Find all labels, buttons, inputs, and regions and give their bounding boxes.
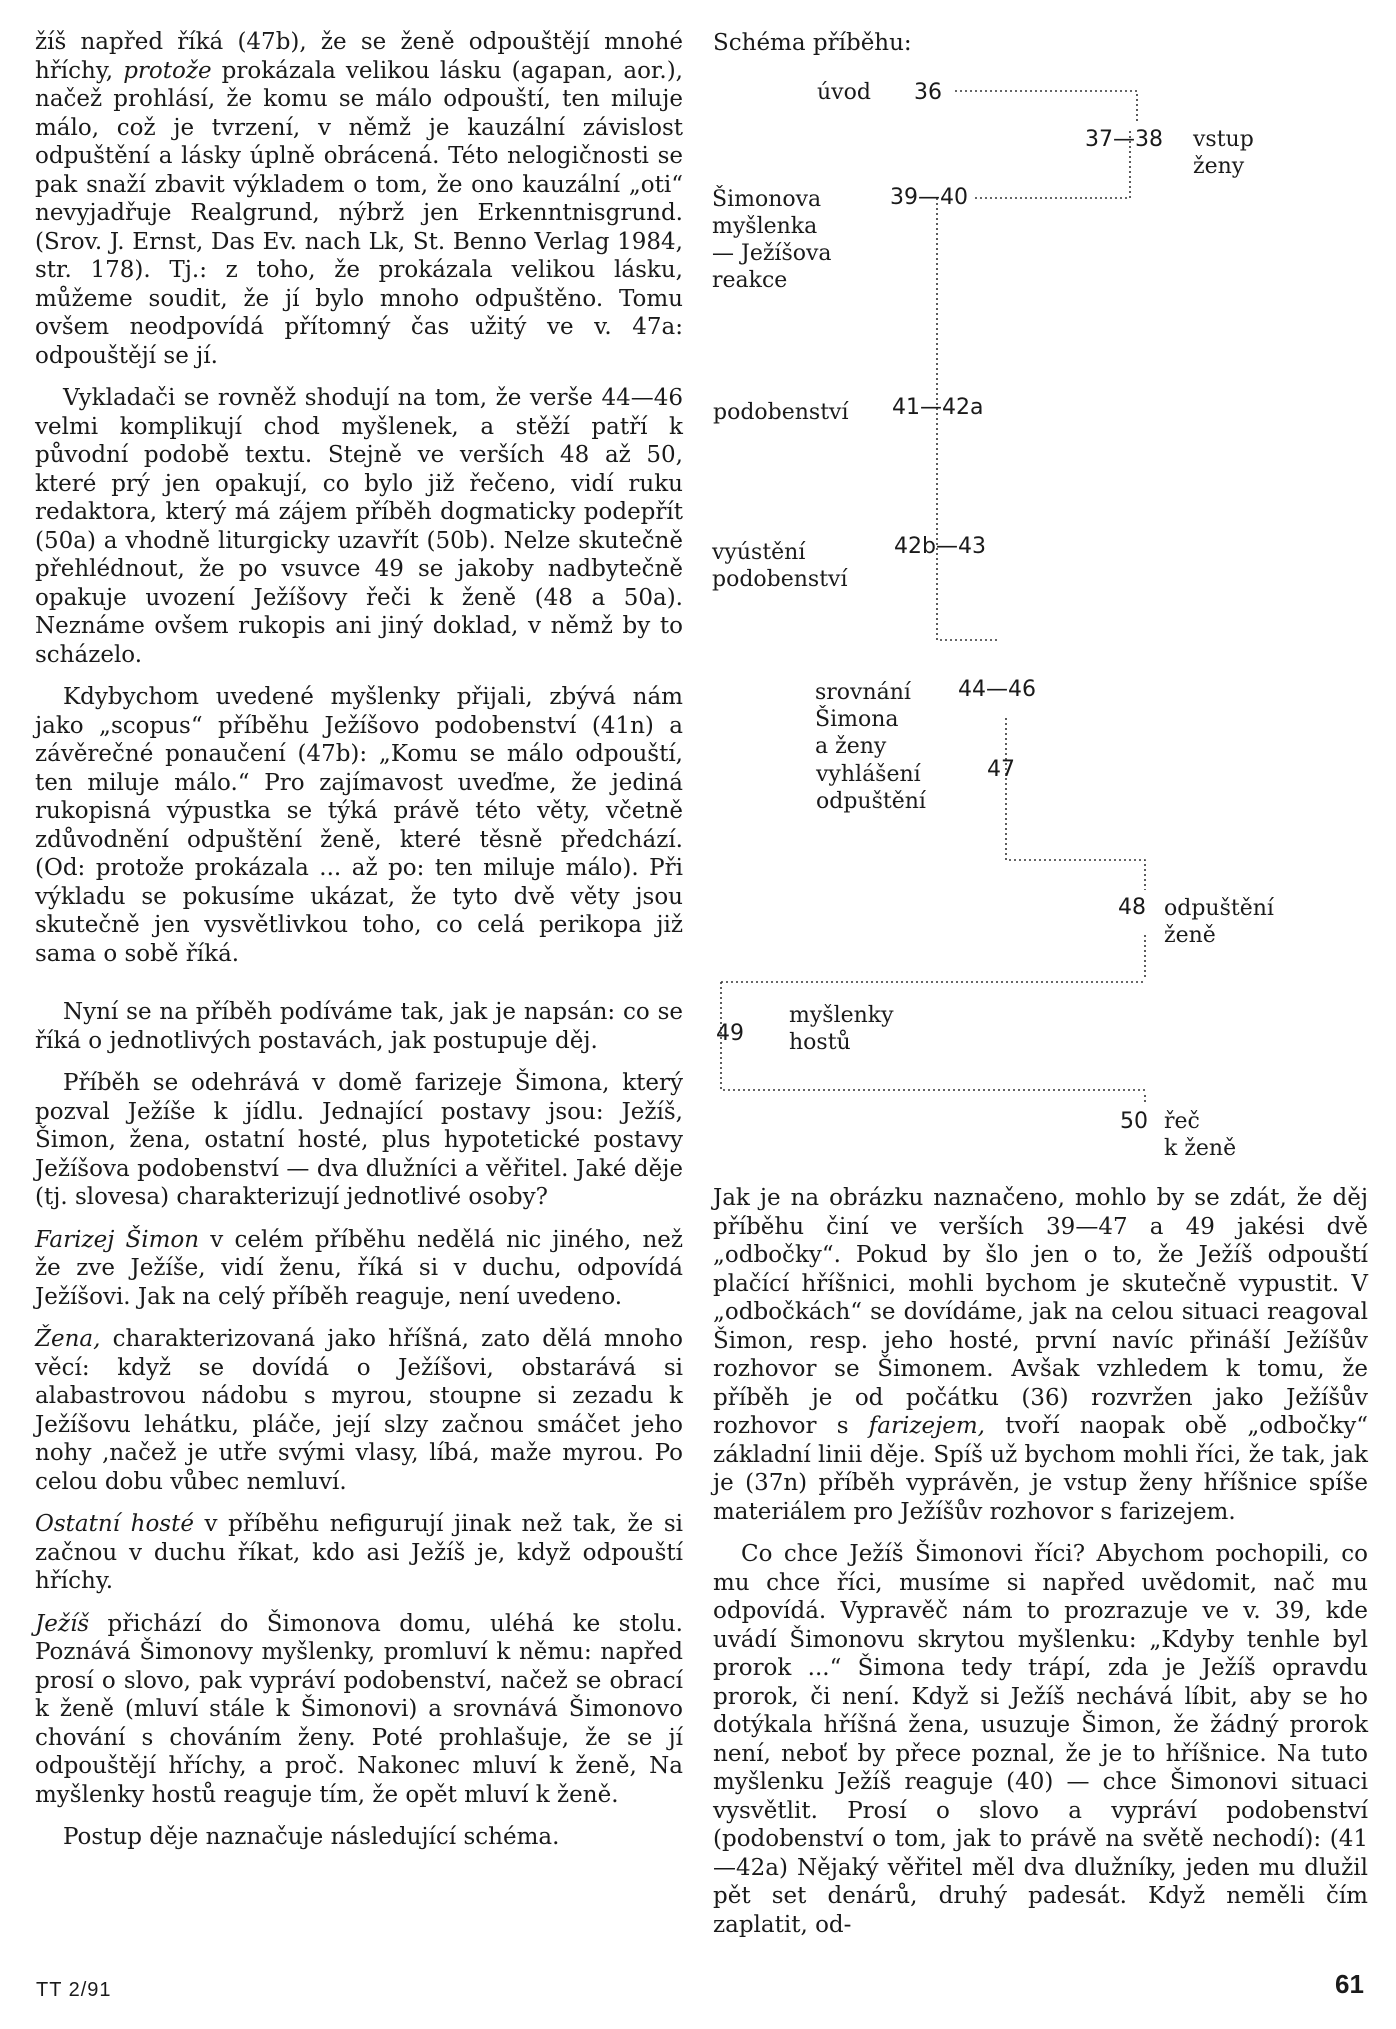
node-num-37-38: 37—38 — [1085, 127, 1163, 152]
node-num-41-42a: 41—42a — [892, 395, 984, 420]
page-number: 61 — [1335, 1969, 1364, 1999]
emphasis-text: Žena, — [35, 1326, 101, 1352]
node-label-simonova-myslenka: Šimonova myšlenka — Ježíšova reakce — [712, 187, 832, 293]
node-num-50: 50 — [1120, 1109, 1148, 1134]
paragraph-text: tvoří naopak obě „odbočky“ základní linii děje. Spíš už bychom mohli říci, že tak, jak je (37n) příběh vyprávěn, je vstup ženy hříšnice spíše materiálem pro Ježíšův rozhovor s farizejem. — [713, 1413, 1369, 1525]
paragraph-text: přichází do Šimonova domu, uléhá ke stolu. Poznává Šimonovy myšlenky, promluví k němu: napřed prosí o slovo, pak vypráví podobenství, načež se obrací k ženě (mluví stále k Šimonovi) a srovnává Šimonovo chování s chováním ženy. Poté prohlašuje, že se jí odpouštějí hříchy, a proč. Nakonec mluví k ženě, Na myšlenky hostů reaguje tím, že opět mluví k ženě. — [35, 1610, 683, 1808]
paragraph-text: prokázala velikou lásku (agapan, aor.), načež prohlásí, že komu se málo odpouští, ten miluje málo, což je tvrzení, v němž je kauzální závislost odpuštění a lásky úplně obrácená. Této nelogičnosti se pak snaží zbavit výkladem o tom, že ono kauzální „oti“ nevyjadřuje Realgrund, nýbrž jen Erkenntnisgrund. (Srov. J. Ernst, Das Ev. nach Lk, St. Benno Verlag 1984, str. 178). Tj.: z toho, že prokázala velikou lásku, můžeme soudit, že jí bylo mnoho odpuštěno. Tomu ovšem neodpovídá přítomný čas užitý ve v. 47a: odpouštějí se jí. — [35, 57, 683, 369]
paragraph-text: Příběh se odehrává v domě farizeje Šimona, který pozval Ježíše k jídlu. Jednající postavy jsou: Ježíš, Šimon, žena, ostatní hosté, plus hypotetické postavy Ježíšova podobenství — dva dlužníci a věřitel. Jaké děje (tj. slovesa) charakterizují jednotlivé osoby? — [35, 1070, 683, 1210]
paragraph — [35, 1823, 683, 1852]
node-num-36: 36 — [914, 80, 942, 105]
node-num-49: 49 — [716, 1021, 744, 1046]
node-label-vyhlaseni: vyhlášení odpuštění — [816, 762, 926, 814]
node-num-47: 47 — [987, 757, 1015, 782]
footer-journal: TT 2/91 — [36, 1979, 112, 2001]
paragraph-text: v příběhu nefigurují jinak než tak, že si začnou v duchu říkat, kdo asi Ježíš je, když odpouští hříchy. — [35, 1511, 683, 1594]
node-num-39-40: 39—40 — [890, 185, 968, 210]
emphasis-text: Ježíš — [35, 1610, 90, 1637]
paragraph — [35, 1610, 683, 1810]
paragraph-text: Jak je na obrázku naznačeno, mohlo by se zdát, že děj příběhu činí ve verších 39—47 a 49 jakési dvě „odbočky“. Pokud by šlo jen o to, že Ježíš odpouští plačící hříšnici, mohli bychom je skutečně vypustit. V „odbočkách“ se dovídáme, jak na celou situaci reagoval Šimon, resp. jeho hosté, první navíc přináší Ježíšův rozhovor se Šimonem. Avšak vzhledem k tomu, že příběh je od počátku (36) rozvržen jako Ježíšův rozhovor s — [713, 1185, 1368, 1439]
schema-title: Schéma příběhu: — [713, 30, 912, 56]
paragraph-text: Nyní se na příběh podíváme tak, jak je napsán: co se říká o jednotlivých postavách, jak postupuje děj. — [35, 999, 683, 1054]
node-num-48: 48 — [1118, 895, 1146, 920]
node-label-vyusteni: vyústění podobenství — [712, 540, 848, 592]
paragraph — [35, 1325, 683, 1496]
paragraph-text: žíš napřed říká (47b), že se ženě odpouštějí mnohé hříchy, — [35, 29, 683, 84]
node-label-vstup-zeny: vstup ženy — [1193, 127, 1254, 179]
node-label-rec-k-zene: řeč k ženě — [1164, 1109, 1237, 1161]
paragraph — [35, 1226, 683, 1312]
emphasis-text: farizejem, — [868, 1413, 985, 1439]
paragraph-text: charakterizovaná jako hříšná, zato dělá mnoho věcí: když se dovídá o Ježíšovi, obstarává si alabastrovou nádobu s myrou, stoupne si zezadu k Ježíšovu lehátku, pláče, její slzy začnou smáčet jeho nohy ,načež je utře svými vlasy, líbá, maže myrou. Po celou dobu vůbec nemluví. — [35, 1326, 683, 1495]
node-label-myslenky-hostu: myšlenky hostů — [789, 1003, 894, 1055]
node-num-42b-43: 42b—43 — [894, 534, 986, 559]
node-label-podobenstvi: podobenství — [713, 400, 849, 425]
emphasis-text: Farizej Šimon — [35, 1226, 200, 1253]
node-label-uvod: úvod — [817, 80, 871, 105]
paragraph-text: Postup děje naznačuje následující schéma. — [63, 1824, 560, 1850]
paragraph — [35, 1510, 683, 1596]
paragraph — [713, 1184, 1368, 1526]
paragraph-text: Co chce Ježíš Šimonovi říci? Abychom pochopili, co mu chce říci, musíme si napřed uvědomit, nač mu odpovídá. Vypravěč nám to prozrazuje ve v. 39, kde uvádí Šimonovu skrytou myšlenku: „Kdyby tenhle byl prorok ...“ Šimona tedy trápí, zda je Ježíš opravdu prorok, či není. Když si Ježíš nechává líbit, aby se ho dotýkala hříšná žena, usuzuje Šimon, že žádný prorok není, neboť by přece poznal, že je to hříšnice. Na tuto myšlenku Ježíš reaguje (40) — chce Šimonovi situaci vysvětlit. Prosí o slovo a vypráví podobenství (podobenství o tom, jak to právě na světě nechodí): (41—42a) Nějaký věřitel měl dva dlužníky, jeden mu dlužil pět set denárů, druhý padesát. Když neměli čím zaplatit, od- — [713, 1541, 1368, 1938]
paragraph-text: Kdybychom uvedené myšlenky přijali, zbývá nám jako „scopus“ příběhu Ježíšovo podobenství (41n) a závěrečné ponaučení (47b): „Komu se málo odpouští, ten miluje málo.“ Pro zajímavost uveďme, že jediná rukopisná výpustka se týká právě této věty, včetně zdůvodnění odpuštění ženě, které těsně předchází. (Od: protože prokázala ... až po: ten miluje málo). Při výkladu se pokusíme ukázat, že tyto dvě věty jsou skutečně jen vysvětlivkou toho, co celá perikopa již sama o sobě říká. — [35, 684, 683, 967]
node-label-odpusteni-zene: odpuštění ženě — [1164, 896, 1274, 948]
node-num-44-46: 44—46 — [958, 677, 1036, 702]
paragraph — [713, 1540, 1368, 1939]
node-label-srovnani: srovnání Šimona a ženy — [815, 680, 911, 759]
emphasis-text: protože — [123, 57, 212, 84]
emphasis-text: Ostatní hosté — [35, 1511, 194, 1537]
right-column — [713, 1184, 1368, 1953]
paragraph-text: Vykladači se rovněž shodují na tom, že verše 44—46 velmi komplikují chod myšlenek, a stěží patří k původní podobě textu. Stejně ve verších 48 až 50, které prý jen opakují, co bylo již řečeno, vidí ruku redaktora, který má zájem příběh dogmaticky podepřít (50a) a vhodně liturgicky uzavřít (50b). Nelze skutečně přehlédnout, že po vsuvce 49 se jakoby nadbytečně opakuje uvození Ježíšovy řeči k ženě (48 a 50a). Neznáme ovšem rukopis ani jiný doklad, v němž by to scházelo. — [35, 385, 683, 668]
paragraph-text: v celém příběhu nedělá nic jiného, než že zve Ježíše, vidí ženu, říká si v duchu, odpovídá Ježíšovi. Jak na celý příběh reaguje, není uvedeno. — [35, 1226, 683, 1310]
